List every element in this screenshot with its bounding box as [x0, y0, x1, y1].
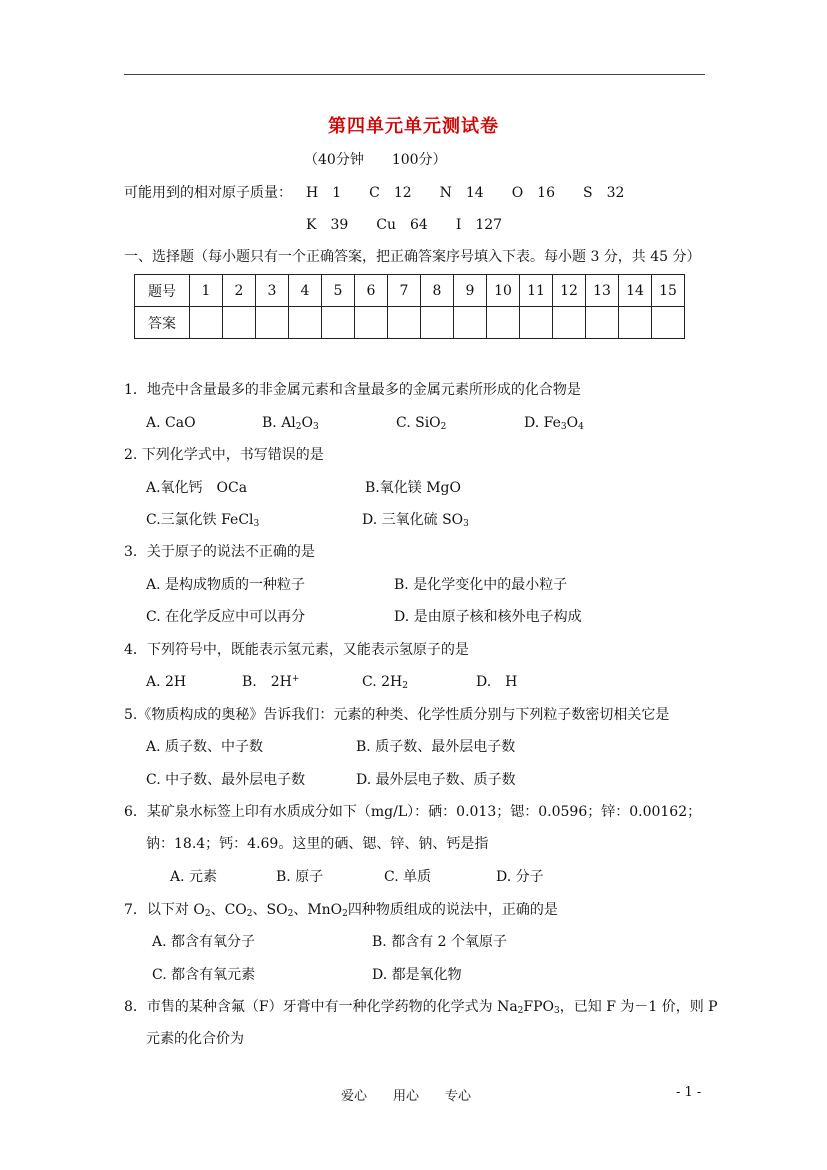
atomic-mass-label: 可能用到的相对原子质量：: [124, 185, 292, 201]
question-3-stem: 3．关于原子的说法不正确的是: [124, 544, 315, 560]
question-2-stem: 2. 下列化学式中，书写错误的是: [124, 447, 324, 463]
question-5-option-d: D. 最外层电子数、质子数: [356, 772, 516, 788]
question-6-option-a: A. 元素: [170, 869, 218, 885]
question-number: 4: [289, 275, 322, 307]
question-1-stem: 1．地壳中含量最多的非金属元素和含量最多的金属元素所形成的化合物是: [124, 382, 581, 398]
page-number: - 1 -: [676, 1085, 702, 1100]
question-5-stem: 5.《物质构成的奥秘》告诉我们：元素的种类、化学性质分别与下列粒子数密切相关它是: [124, 707, 670, 723]
question-2-option-a: A.氧化钙 OCa: [146, 480, 248, 496]
question-1-option-a: A. CaO: [146, 415, 196, 431]
question-5-option-c: C. 中子数、最外层电子数: [146, 772, 306, 788]
answer-cell[interactable]: [652, 307, 685, 339]
answer-cell[interactable]: [586, 307, 619, 339]
question-number: 8: [421, 275, 454, 307]
answer-cell[interactable]: [322, 307, 355, 339]
question-6-option-d: D. 分子: [496, 869, 544, 885]
exam-subtitle: （40分钟 100分）: [304, 152, 447, 168]
question-number: 7: [388, 275, 421, 307]
question-3-option-c: C. 在化学反应中可以再分: [146, 609, 306, 625]
answer-cell[interactable]: [289, 307, 322, 339]
answer-cell[interactable]: [454, 307, 487, 339]
question-8-stem-continued: 元素的化合价为: [146, 1031, 244, 1047]
question-7-option-d: D. 都是氧化物: [372, 967, 462, 983]
table-header-answer: 答案: [135, 307, 190, 339]
section-heading: 一、选择题（每小题只有一个正确答案，把正确答案序号填入下表。每小题 3 分，共 45 分）: [124, 249, 701, 265]
question-4-option-a: A. 2H: [146, 674, 187, 690]
question-3-option-d: D. 是由原子核和核外电子构成: [394, 609, 582, 625]
question-number: 6: [355, 275, 388, 307]
question-number: 13: [586, 275, 619, 307]
question-number: 14: [619, 275, 652, 307]
question-number: 1: [190, 275, 223, 307]
question-7-option-a: A. 都含有氧分子: [152, 934, 256, 950]
question-number: 12: [553, 275, 586, 307]
question-1-option-d: D. $Fe_3O_4$: [524, 415, 584, 432]
question-6-option-b: B. 原子: [276, 869, 324, 885]
atomic-mass-row2: K 39 Cu 64 I 127: [306, 217, 503, 233]
question-number: 2: [223, 275, 256, 307]
question-8-stem: 8．市售的某种含氟（F）牙膏中有一种化学药物的化学式为 $Na_2FPO_3$，已知 F 为－1 价，则 P: [124, 999, 718, 1016]
question-6-option-c: C. 单质: [384, 869, 432, 885]
question-7-stem: 7．以下对 $O_2$、$CO_2$、$SO_2$、MnO$_2$四种物质组成的说法中，正确的是: [124, 902, 558, 919]
question-1-option-c: C. SiO$_2$: [396, 415, 447, 432]
answer-cell[interactable]: [355, 307, 388, 339]
question-5-option-b: B. 质子数、最外层电子数: [356, 739, 516, 755]
page-title: 第四单元单元测试卷: [328, 116, 499, 137]
question-7-option-b: B. 都含有 2 个氧原子: [372, 934, 507, 950]
question-1-option-b: B. $Al_2O_3$: [262, 415, 319, 432]
answer-table: [134, 274, 685, 339]
question-number: 5: [322, 275, 355, 307]
question-number: 3: [256, 275, 289, 307]
answer-cell[interactable]: [553, 307, 586, 339]
answer-cell[interactable]: [520, 307, 553, 339]
answer-cell[interactable]: [421, 307, 454, 339]
question-4-option-d: D. H: [476, 674, 518, 690]
table-row: [135, 275, 685, 307]
atomic-mass-row1: H 1 C 12 N 14 O 16 S 32: [306, 185, 625, 201]
answer-cell[interactable]: [190, 307, 223, 339]
question-5-option-a: A. 质子数、中子数: [146, 739, 264, 755]
answer-cell[interactable]: [223, 307, 256, 339]
question-3-option-b: B. 是化学变化中的最小粒子: [394, 577, 568, 593]
answer-cell[interactable]: [256, 307, 289, 339]
footer-motto: 爱心 用心 专心: [341, 1089, 472, 1104]
question-4-option-c: C. $2H_2$: [362, 674, 408, 691]
question-number: 10: [487, 275, 520, 307]
table-header-number: 题号: [135, 275, 190, 307]
question-number: 9: [454, 275, 487, 307]
answer-cell[interactable]: [487, 307, 520, 339]
question-4-stem: 4．下列符号中，既能表示氢元素，又能表示氢原子的是: [124, 642, 469, 658]
table-row: [135, 307, 685, 339]
question-7-option-c: C. 都含有氧元素: [152, 967, 256, 983]
question-4-option-b: B. 2H+: [242, 674, 300, 690]
answer-cell[interactable]: [619, 307, 652, 339]
question-number: 11: [520, 275, 553, 307]
question-2-option-c: C.三氯化铁 FeCl$_3$: [146, 512, 260, 529]
question-6-stem-continued: 钠：18.4；钙：4.69。这里的硒、锶、锌、钠、钙是指: [146, 836, 489, 852]
question-2-option-d: D. 三氧化硫 $SO_3$: [362, 512, 469, 529]
header-rule: [124, 74, 705, 75]
answer-cell[interactable]: [388, 307, 421, 339]
question-6-stem: 6．某矿泉水标签上印有水质成分如下（mg/L）：硒：0.013；锶：0.0596；锌：0.00162；: [124, 804, 702, 820]
question-number: 15: [652, 275, 685, 307]
question-2-option-b: B.氧化镁 MgO: [365, 480, 461, 496]
question-3-option-a: A. 是构成物质的一种粒子: [146, 577, 306, 593]
